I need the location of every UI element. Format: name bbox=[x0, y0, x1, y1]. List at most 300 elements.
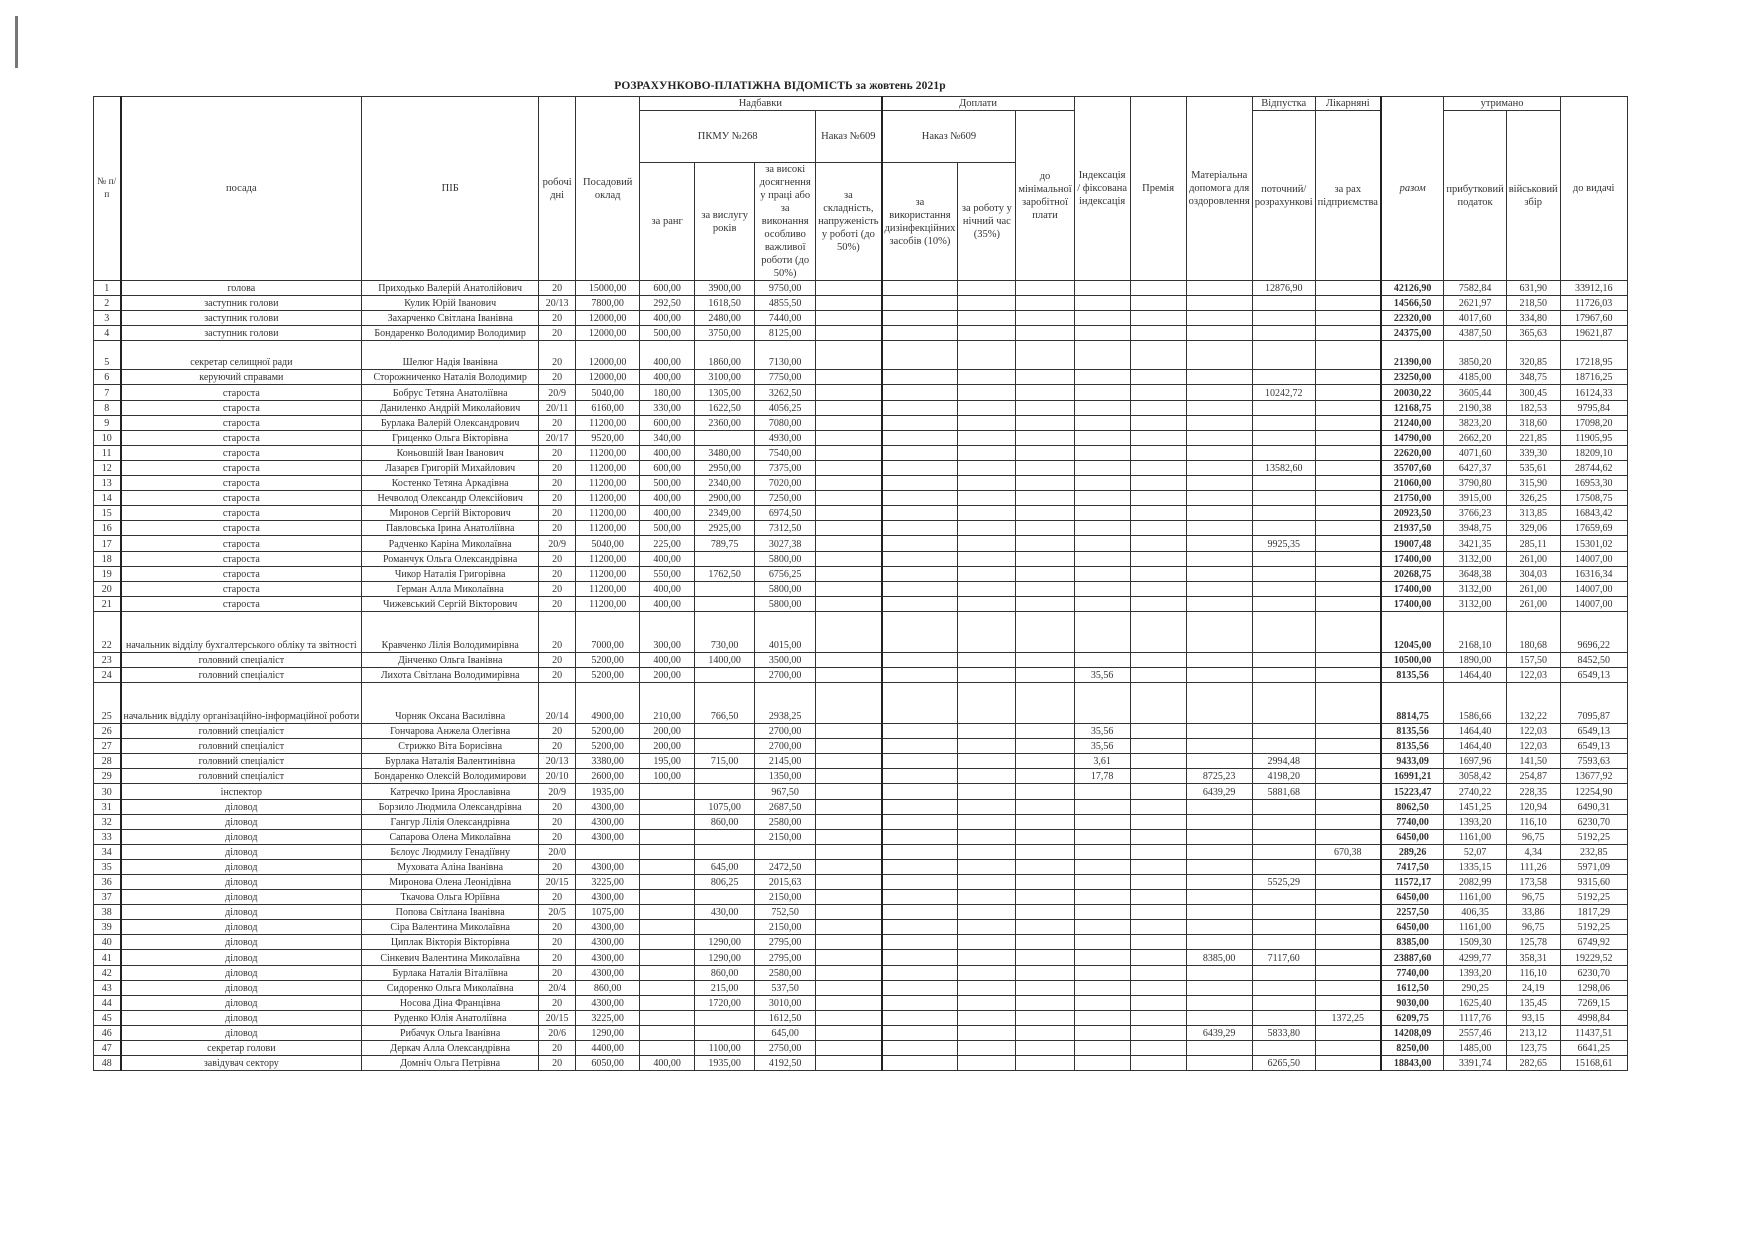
row-minwage bbox=[1016, 950, 1074, 965]
row-name: Чикор Наталія Григорівна bbox=[362, 566, 539, 581]
row-position: заступник голови bbox=[121, 296, 362, 311]
row-achievements: 2795,00 bbox=[755, 950, 816, 965]
header-rank: за ранг bbox=[640, 163, 695, 281]
row-seniority: 1720,00 bbox=[695, 995, 755, 1010]
row-seniority bbox=[695, 844, 755, 859]
header-group-vacation: Відпустка bbox=[1252, 97, 1315, 111]
row-position: староста bbox=[121, 566, 362, 581]
table-row bbox=[94, 724, 1628, 739]
row-bonus bbox=[1130, 950, 1186, 965]
row-night bbox=[958, 400, 1016, 415]
row-name: Гриценко Ольга Вікторівна bbox=[362, 430, 539, 445]
row-sick bbox=[1315, 415, 1381, 430]
row-income-tax: 1464,40 bbox=[1444, 739, 1506, 754]
row-position: староста bbox=[121, 521, 362, 536]
row-name: Попова Світлана Іванівна bbox=[362, 905, 539, 920]
table-row bbox=[94, 652, 1628, 667]
row-income-tax: 3948,75 bbox=[1444, 521, 1506, 536]
row-name: Романчук Ольга Олександрівна bbox=[362, 551, 539, 566]
row-no: 44 bbox=[94, 995, 121, 1010]
row-sick bbox=[1315, 296, 1381, 311]
row-bonus bbox=[1130, 995, 1186, 1010]
row-bonus bbox=[1130, 724, 1186, 739]
row-income-tax: 1697,96 bbox=[1444, 754, 1506, 769]
row-sick bbox=[1315, 920, 1381, 935]
row-rank: 500,00 bbox=[640, 326, 695, 341]
row-aid bbox=[1186, 829, 1252, 844]
row-salary: 11200,00 bbox=[576, 581, 640, 596]
row-achievements: 5800,00 bbox=[755, 596, 816, 611]
row-vacation bbox=[1252, 326, 1315, 341]
row-night bbox=[958, 814, 1016, 829]
row-vacation bbox=[1252, 724, 1315, 739]
row-minwage bbox=[1016, 611, 1074, 652]
header-group-pkmu: ПКМУ №268 bbox=[640, 111, 816, 163]
row-total: 21937,50 bbox=[1381, 521, 1444, 536]
row-minwage bbox=[1016, 814, 1074, 829]
row-complexity bbox=[816, 370, 882, 385]
row-total: 8250,00 bbox=[1381, 1041, 1444, 1056]
row-salary: 12000,00 bbox=[576, 311, 640, 326]
row-disinfect bbox=[882, 506, 958, 521]
row-complexity bbox=[816, 799, 882, 814]
row-salary: 3225,00 bbox=[576, 1010, 640, 1025]
row-military: 315,90 bbox=[1506, 476, 1560, 491]
row-sick bbox=[1315, 980, 1381, 995]
row-military: 4,34 bbox=[1506, 844, 1560, 859]
row-position: голова bbox=[121, 281, 362, 296]
row-income-tax: 2740,22 bbox=[1444, 784, 1506, 799]
row-seniority: 1622,50 bbox=[695, 400, 755, 415]
row-aid bbox=[1186, 683, 1252, 724]
row-bonus bbox=[1130, 652, 1186, 667]
row-sick bbox=[1315, 784, 1381, 799]
row-vacation: 13582,60 bbox=[1252, 460, 1315, 475]
row-income-tax: 3391,74 bbox=[1444, 1056, 1506, 1071]
row-achievements: 4855,50 bbox=[755, 296, 816, 311]
row-no: 19 bbox=[94, 566, 121, 581]
row-total: 2257,50 bbox=[1381, 905, 1444, 920]
row-position: діловод bbox=[121, 875, 362, 890]
row-indexation bbox=[1074, 683, 1130, 724]
row-minwage bbox=[1016, 385, 1074, 400]
row-position: діловод bbox=[121, 950, 362, 965]
row-income-tax: 2082,99 bbox=[1444, 875, 1506, 890]
row-salary: 9520,00 bbox=[576, 430, 640, 445]
row-vacation: 2994,48 bbox=[1252, 754, 1315, 769]
row-days: 20 bbox=[539, 965, 576, 980]
row-complexity bbox=[816, 935, 882, 950]
row-seniority bbox=[695, 430, 755, 445]
row-payout: 11726,03 bbox=[1560, 296, 1627, 311]
row-salary: 5040,00 bbox=[576, 385, 640, 400]
row-bonus bbox=[1130, 611, 1186, 652]
row-total: 35707,60 bbox=[1381, 460, 1444, 475]
row-position: діловод bbox=[121, 799, 362, 814]
row-position: староста bbox=[121, 551, 362, 566]
row-seniority: 2900,00 bbox=[695, 491, 755, 506]
row-achievements: 7080,00 bbox=[755, 415, 816, 430]
row-vacation bbox=[1252, 370, 1315, 385]
table-row bbox=[94, 1010, 1628, 1025]
row-payout: 16124,33 bbox=[1560, 385, 1627, 400]
row-position: начальник відділу бухгалтерського обліку та звітності bbox=[121, 611, 362, 652]
row-complexity bbox=[816, 1025, 882, 1040]
row-seniority: 1400,00 bbox=[695, 652, 755, 667]
row-salary: 4300,00 bbox=[576, 995, 640, 1010]
row-sick bbox=[1315, 724, 1381, 739]
row-income-tax: 6427,37 bbox=[1444, 460, 1506, 475]
row-seniority: 2480,00 bbox=[695, 311, 755, 326]
row-name: Бобрус Тетяна Анатоліївна bbox=[362, 385, 539, 400]
row-total: 20030,22 bbox=[1381, 385, 1444, 400]
row-complexity bbox=[816, 844, 882, 859]
row-vacation bbox=[1252, 430, 1315, 445]
row-indexation bbox=[1074, 536, 1130, 551]
row-aid bbox=[1186, 551, 1252, 566]
row-payout: 6749,92 bbox=[1560, 935, 1627, 950]
row-minwage bbox=[1016, 1010, 1074, 1025]
row-position: староста bbox=[121, 506, 362, 521]
row-sick bbox=[1315, 890, 1381, 905]
row-total: 42126,90 bbox=[1381, 281, 1444, 296]
row-indexation bbox=[1074, 890, 1130, 905]
row-total: 7417,50 bbox=[1381, 859, 1444, 874]
row-disinfect bbox=[882, 769, 958, 784]
row-bonus bbox=[1130, 506, 1186, 521]
row-payout: 8452,50 bbox=[1560, 652, 1627, 667]
row-sick bbox=[1315, 769, 1381, 784]
row-military: 93,15 bbox=[1506, 1010, 1560, 1025]
row-name: Лазарєв Григорій Михайлович bbox=[362, 460, 539, 475]
row-no: 13 bbox=[94, 476, 121, 491]
row-bonus bbox=[1130, 581, 1186, 596]
table-row bbox=[94, 400, 1628, 415]
row-income-tax: 1890,00 bbox=[1444, 652, 1506, 667]
row-salary: 12000,00 bbox=[576, 370, 640, 385]
header-salary: Посадовий оклад bbox=[576, 97, 640, 281]
row-name: Борзило Людмила Олександрівна bbox=[362, 799, 539, 814]
row-sick bbox=[1315, 491, 1381, 506]
row-indexation bbox=[1074, 652, 1130, 667]
row-seniority bbox=[695, 1025, 755, 1040]
row-bonus bbox=[1130, 859, 1186, 874]
row-days: 20/10 bbox=[539, 769, 576, 784]
row-days: 20/13 bbox=[539, 754, 576, 769]
row-aid bbox=[1186, 905, 1252, 920]
row-no: 47 bbox=[94, 1041, 121, 1056]
row-indexation bbox=[1074, 370, 1130, 385]
row-income-tax: 1485,00 bbox=[1444, 1041, 1506, 1056]
row-minwage bbox=[1016, 829, 1074, 844]
row-sick bbox=[1315, 611, 1381, 652]
row-salary: 11200,00 bbox=[576, 521, 640, 536]
row-name: Павловська Ірина Анатоліївна bbox=[362, 521, 539, 536]
row-night bbox=[958, 311, 1016, 326]
row-sick bbox=[1315, 1041, 1381, 1056]
table-row bbox=[94, 859, 1628, 874]
row-total: 14208,09 bbox=[1381, 1025, 1444, 1040]
row-payout: 15168,61 bbox=[1560, 1056, 1627, 1071]
row-achievements: 537,50 bbox=[755, 980, 816, 995]
row-vacation: 9925,35 bbox=[1252, 536, 1315, 551]
row-achievements: 967,50 bbox=[755, 784, 816, 799]
row-achievements: 4056,25 bbox=[755, 400, 816, 415]
row-seniority: 789,75 bbox=[695, 536, 755, 551]
row-aid bbox=[1186, 370, 1252, 385]
row-complexity bbox=[816, 430, 882, 445]
row-seniority: 3100,00 bbox=[695, 370, 755, 385]
row-aid bbox=[1186, 385, 1252, 400]
row-salary: 3380,00 bbox=[576, 754, 640, 769]
row-no: 36 bbox=[94, 875, 121, 890]
row-night bbox=[958, 536, 1016, 551]
row-disinfect bbox=[882, 667, 958, 682]
row-salary: 6160,00 bbox=[576, 400, 640, 415]
header-bonus: Премія bbox=[1130, 97, 1186, 281]
row-indexation bbox=[1074, 326, 1130, 341]
row-night bbox=[958, 739, 1016, 754]
row-rank: 292,50 bbox=[640, 296, 695, 311]
row-name: Дінченко Ольга Іванівна bbox=[362, 652, 539, 667]
row-rank: 340,00 bbox=[640, 430, 695, 445]
row-disinfect bbox=[882, 566, 958, 581]
table-row bbox=[94, 875, 1628, 890]
row-minwage bbox=[1016, 400, 1074, 415]
row-total: 6209,75 bbox=[1381, 1010, 1444, 1025]
header-disinfect: за використання дизінфекційних засобів (10%) bbox=[882, 163, 958, 281]
row-vacation bbox=[1252, 935, 1315, 950]
row-military: 304,03 bbox=[1506, 566, 1560, 581]
row-rank: 200,00 bbox=[640, 739, 695, 754]
row-payout: 7593,63 bbox=[1560, 754, 1627, 769]
row-bonus bbox=[1130, 980, 1186, 995]
header-group-withheld: утримано bbox=[1444, 97, 1560, 111]
row-achievements: 6974,50 bbox=[755, 506, 816, 521]
row-income-tax: 1586,66 bbox=[1444, 683, 1506, 724]
row-position: староста bbox=[121, 491, 362, 506]
row-name: Катречко Ірина Ярославівна bbox=[362, 784, 539, 799]
row-vacation: 5525,29 bbox=[1252, 875, 1315, 890]
row-night bbox=[958, 920, 1016, 935]
row-rank: 195,00 bbox=[640, 754, 695, 769]
row-achievements: 4015,00 bbox=[755, 611, 816, 652]
row-military: 96,75 bbox=[1506, 890, 1560, 905]
row-aid bbox=[1186, 581, 1252, 596]
row-income-tax: 1464,40 bbox=[1444, 667, 1506, 682]
row-achievements: 2150,00 bbox=[755, 890, 816, 905]
row-position: начальник відділу організаційно-інформаційної роботи bbox=[121, 683, 362, 724]
row-no: 33 bbox=[94, 829, 121, 844]
row-night bbox=[958, 935, 1016, 950]
row-no: 46 bbox=[94, 1025, 121, 1040]
row-days: 20 bbox=[539, 739, 576, 754]
row-income-tax: 3915,00 bbox=[1444, 491, 1506, 506]
row-days: 20 bbox=[539, 521, 576, 536]
row-indexation bbox=[1074, 784, 1130, 799]
row-payout: 28744,62 bbox=[1560, 460, 1627, 475]
row-disinfect bbox=[882, 581, 958, 596]
row-rank: 400,00 bbox=[640, 491, 695, 506]
table-row bbox=[94, 370, 1628, 385]
table-row bbox=[94, 799, 1628, 814]
header-military: військовий збір bbox=[1506, 111, 1560, 281]
row-disinfect bbox=[882, 296, 958, 311]
row-seniority: 730,00 bbox=[695, 611, 755, 652]
row-seniority: 2340,00 bbox=[695, 476, 755, 491]
row-salary: 860,00 bbox=[576, 980, 640, 995]
row-rank: 400,00 bbox=[640, 445, 695, 460]
row-days: 20/9 bbox=[539, 784, 576, 799]
row-bonus bbox=[1130, 341, 1186, 370]
row-night bbox=[958, 491, 1016, 506]
row-days: 20 bbox=[539, 611, 576, 652]
row-military: 365,63 bbox=[1506, 326, 1560, 341]
row-military: 282,65 bbox=[1506, 1056, 1560, 1071]
row-sick bbox=[1315, 739, 1381, 754]
row-total: 14566,50 bbox=[1381, 296, 1444, 311]
row-vacation bbox=[1252, 890, 1315, 905]
row-minwage bbox=[1016, 551, 1074, 566]
row-bonus bbox=[1130, 829, 1186, 844]
row-total: 23887,60 bbox=[1381, 950, 1444, 965]
row-no: 39 bbox=[94, 920, 121, 935]
row-seniority: 860,00 bbox=[695, 965, 755, 980]
row-seniority bbox=[695, 596, 755, 611]
row-sick bbox=[1315, 905, 1381, 920]
row-complexity bbox=[816, 905, 882, 920]
row-position: діловод bbox=[121, 890, 362, 905]
row-salary: 5200,00 bbox=[576, 652, 640, 667]
row-complexity bbox=[816, 814, 882, 829]
row-position: діловод bbox=[121, 844, 362, 859]
row-vacation bbox=[1252, 814, 1315, 829]
row-vacation bbox=[1252, 739, 1315, 754]
row-salary: 1935,00 bbox=[576, 784, 640, 799]
row-vacation bbox=[1252, 566, 1315, 581]
row-total: 17400,00 bbox=[1381, 581, 1444, 596]
table-row bbox=[94, 1041, 1628, 1056]
row-rank: 225,00 bbox=[640, 536, 695, 551]
row-bonus bbox=[1130, 683, 1186, 724]
row-disinfect bbox=[882, 724, 958, 739]
row-income-tax: 1393,20 bbox=[1444, 814, 1506, 829]
row-salary: 12000,00 bbox=[576, 341, 640, 370]
row-days: 20/0 bbox=[539, 844, 576, 859]
row-total: 12045,00 bbox=[1381, 611, 1444, 652]
row-name: Муховата Аліна Іванівна bbox=[362, 859, 539, 874]
row-name: Нечволод Олександр Олексійович bbox=[362, 491, 539, 506]
row-rank: 600,00 bbox=[640, 460, 695, 475]
row-minwage bbox=[1016, 935, 1074, 950]
row-aid bbox=[1186, 400, 1252, 415]
row-name: Коньовшій Іван Іванович bbox=[362, 445, 539, 460]
row-disinfect bbox=[882, 995, 958, 1010]
row-total: 24375,00 bbox=[1381, 326, 1444, 341]
row-no: 37 bbox=[94, 890, 121, 905]
row-minwage bbox=[1016, 311, 1074, 326]
row-seniority: 2360,00 bbox=[695, 415, 755, 430]
row-minwage bbox=[1016, 566, 1074, 581]
row-days: 20/11 bbox=[539, 400, 576, 415]
row-seniority bbox=[695, 724, 755, 739]
row-minwage bbox=[1016, 1056, 1074, 1071]
table-row bbox=[94, 935, 1628, 950]
row-night bbox=[958, 281, 1016, 296]
row-night bbox=[958, 385, 1016, 400]
row-military: 261,00 bbox=[1506, 596, 1560, 611]
row-achievements: 2700,00 bbox=[755, 667, 816, 682]
row-military: 228,35 bbox=[1506, 784, 1560, 799]
row-minwage bbox=[1016, 799, 1074, 814]
row-sick bbox=[1315, 1025, 1381, 1040]
row-military: 300,45 bbox=[1506, 385, 1560, 400]
row-aid: 6439,29 bbox=[1186, 784, 1252, 799]
row-total: 9433,09 bbox=[1381, 754, 1444, 769]
row-military: 135,45 bbox=[1506, 995, 1560, 1010]
row-rank bbox=[640, 980, 695, 995]
row-salary: 11200,00 bbox=[576, 476, 640, 491]
row-minwage bbox=[1016, 596, 1074, 611]
row-no: 6 bbox=[94, 370, 121, 385]
row-night bbox=[958, 769, 1016, 784]
row-night bbox=[958, 611, 1016, 652]
row-aid bbox=[1186, 1056, 1252, 1071]
table-row bbox=[94, 739, 1628, 754]
row-days: 20 bbox=[539, 950, 576, 965]
row-aid bbox=[1186, 460, 1252, 475]
row-seniority bbox=[695, 739, 755, 754]
row-salary: 7800,00 bbox=[576, 296, 640, 311]
row-minwage bbox=[1016, 1041, 1074, 1056]
row-rank bbox=[640, 920, 695, 935]
row-days: 20/13 bbox=[539, 296, 576, 311]
row-rank bbox=[640, 875, 695, 890]
row-position: діловод bbox=[121, 1010, 362, 1025]
row-position: діловод bbox=[121, 995, 362, 1010]
row-military: 96,75 bbox=[1506, 920, 1560, 935]
row-vacation bbox=[1252, 611, 1315, 652]
row-sick bbox=[1315, 566, 1381, 581]
row-minwage bbox=[1016, 521, 1074, 536]
row-indexation bbox=[1074, 814, 1130, 829]
row-position: староста bbox=[121, 581, 362, 596]
row-no: 27 bbox=[94, 739, 121, 754]
row-sick bbox=[1315, 506, 1381, 521]
row-total: 8135,56 bbox=[1381, 667, 1444, 682]
row-total: 17400,00 bbox=[1381, 596, 1444, 611]
row-disinfect bbox=[882, 1041, 958, 1056]
row-vacation bbox=[1252, 491, 1315, 506]
row-complexity bbox=[816, 326, 882, 341]
row-total: 20923,50 bbox=[1381, 506, 1444, 521]
row-night bbox=[958, 980, 1016, 995]
row-seniority bbox=[695, 829, 755, 844]
row-vacation bbox=[1252, 476, 1315, 491]
row-indexation: 35,56 bbox=[1074, 739, 1130, 754]
row-sick bbox=[1315, 385, 1381, 400]
row-complexity bbox=[816, 784, 882, 799]
row-disinfect bbox=[882, 935, 958, 950]
table-row bbox=[94, 281, 1628, 296]
header-name: ПІБ bbox=[362, 97, 539, 281]
row-income-tax: 4299,77 bbox=[1444, 950, 1506, 965]
row-position: староста bbox=[121, 445, 362, 460]
row-military: 261,00 bbox=[1506, 581, 1560, 596]
row-military: 116,10 bbox=[1506, 965, 1560, 980]
row-name: Бондаренко Олексій Володимирови bbox=[362, 769, 539, 784]
row-income-tax: 2190,38 bbox=[1444, 400, 1506, 415]
